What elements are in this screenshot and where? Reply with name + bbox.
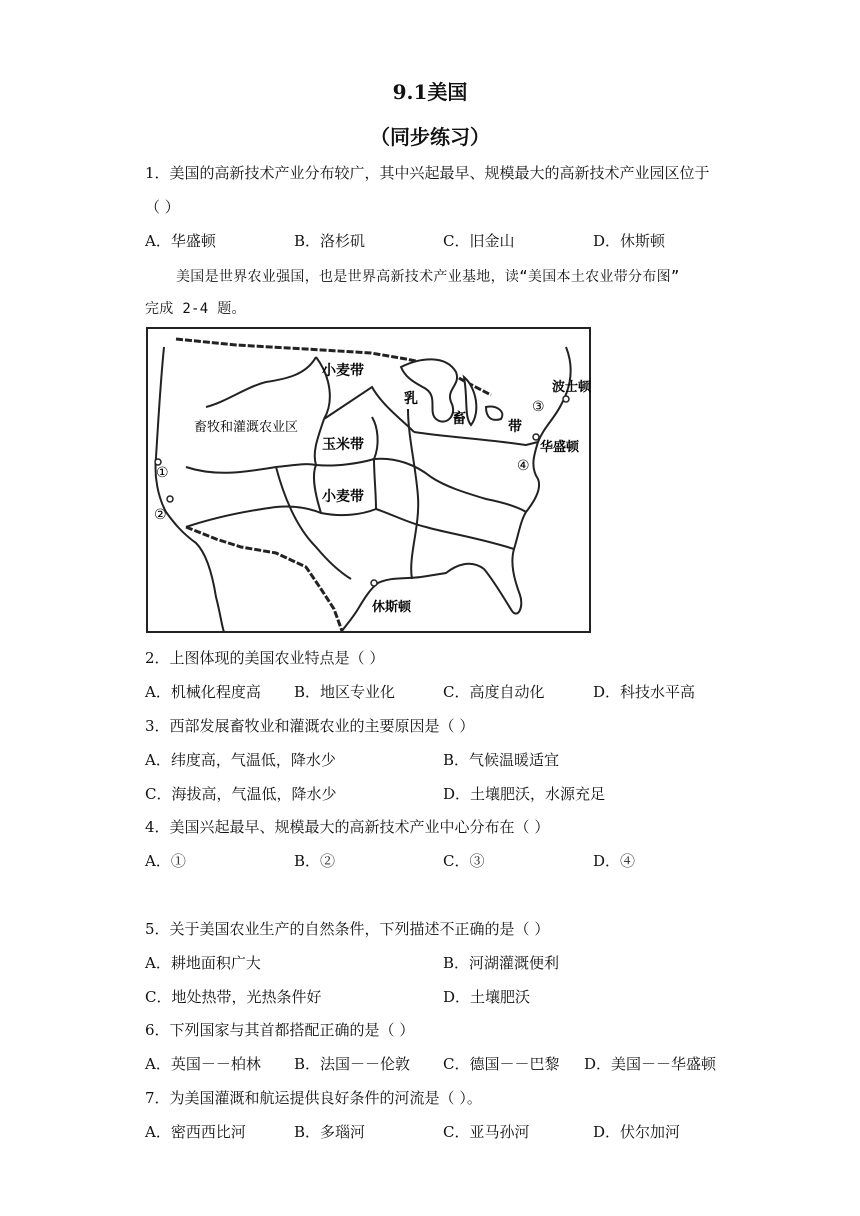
- question-7-option-a: A．密西西比河: [145, 1123, 246, 1141]
- intro-line-2: 完成 2-4 题。: [145, 301, 246, 317]
- question-6-option-b: B．法国－－伦敦: [294, 1055, 411, 1073]
- question-3-stem: 3．西部发展畜牧业和灌溉农业的主要原因是（ ）: [145, 717, 475, 735]
- label-wheat-belt-north: 小麦带: [322, 363, 364, 379]
- question-5-option-d: D．土壤肥沃: [443, 988, 531, 1006]
- question-5-option-c: C．地处热带，光热条件好: [145, 988, 322, 1006]
- question-1-option-c: C．旧金山: [443, 232, 515, 250]
- question-4-stem: 4．美国兴起最早、规模最大的高新技术产业中心分布在（ ）: [145, 818, 550, 836]
- label-dairy-1: 乳: [404, 391, 418, 407]
- question-1-option-a: A．华盛顿: [145, 232, 216, 250]
- label-boston: 波士顿: [552, 380, 591, 395]
- label-dairy-3: 带: [508, 419, 522, 435]
- question-2-option-a: A．机械化程度高: [145, 683, 261, 701]
- page-title: 9.1美国: [392, 80, 468, 104]
- question-6-option-c: C．德国－－巴黎: [443, 1055, 560, 1073]
- question-2-stem: 2．上图体现的美国农业特点是（ ）: [145, 649, 385, 667]
- question-6-stem: 6．下列国家与其首都搭配正确的是（ ）: [145, 1021, 415, 1039]
- question-2-option-d: D．科技水平高: [593, 683, 696, 701]
- question-3-option-a: A．纬度高，气温低，降水少: [145, 751, 336, 769]
- label-washington: 华盛顿: [540, 440, 580, 455]
- question-5-option-b: B．河湖灌溉便利: [443, 954, 560, 972]
- question-1-paren: （ ）: [145, 198, 180, 216]
- question-4-option-b: B．②: [294, 852, 336, 870]
- label-houston: 休斯顿: [372, 600, 412, 615]
- question-7-option-d: D．伏尔加河: [593, 1123, 681, 1141]
- us-agriculture-map: [146, 327, 591, 633]
- label-wheat-belt-south: 小麦带: [322, 489, 364, 505]
- question-5-stem: 5．关于美国农业生产的自然条件，下列描述不正确的是（ ）: [145, 920, 550, 938]
- question-5-option-a: A．耕地面积广大: [145, 954, 261, 972]
- question-7-option-c: C．亚马孙河: [443, 1123, 530, 1141]
- city-dot-boston: [563, 396, 569, 402]
- question-2-option-c: C．高度自动化: [443, 683, 545, 701]
- question-1-stem: 1．美国的高新技术产业分布较广，其中兴起最早、规模最大的高新技术产业园区位于: [145, 164, 710, 182]
- question-3-option-c: C．海拔高，气温低，降水少: [145, 785, 337, 803]
- marker-2: ②: [154, 507, 167, 523]
- question-3-option-d: D．土壤肥沃，水源充足: [443, 785, 606, 803]
- label-dairy-2: 畜: [452, 411, 466, 427]
- question-7-stem: 7．为美国灌溉和航运提供良好条件的河流是（ ）。: [145, 1089, 482, 1107]
- question-6-option-d: D．美国－－华盛顿: [584, 1055, 717, 1073]
- label-corn-belt: 玉米带: [322, 437, 364, 453]
- question-4-option-a: A．①: [145, 852, 186, 870]
- marker-1: ①: [156, 465, 169, 481]
- question-2-option-b: B．地区专业化: [294, 683, 396, 701]
- marker-4: ④: [517, 458, 530, 474]
- marker-3: ③: [532, 399, 545, 415]
- question-4-option-c: C．③: [443, 852, 485, 870]
- question-6-option-a: A．英国－－柏林: [145, 1055, 261, 1073]
- city-dot-washington: [533, 434, 539, 440]
- question-3-option-b: B．气候温暖适宜: [443, 751, 560, 769]
- label-grazing-irrigation: 畜牧和灌溉农业区: [194, 420, 299, 435]
- question-1-option-b: B．洛杉矶: [294, 232, 366, 250]
- question-7-option-b: B．多瑙河: [294, 1123, 366, 1141]
- question-1-option-d: D．休斯顿: [593, 232, 666, 250]
- intro-line-1: 美国是世界农业强国，也是世界高新技术产业基地，读“美国本土农业带分布图”: [176, 269, 680, 285]
- page-subtitle: （同步练习）: [370, 125, 490, 149]
- city-dot-1: [155, 459, 161, 465]
- question-4-option-d: D．④: [593, 852, 636, 870]
- city-dot-houston: [371, 580, 377, 586]
- city-dot-2: [167, 496, 173, 502]
